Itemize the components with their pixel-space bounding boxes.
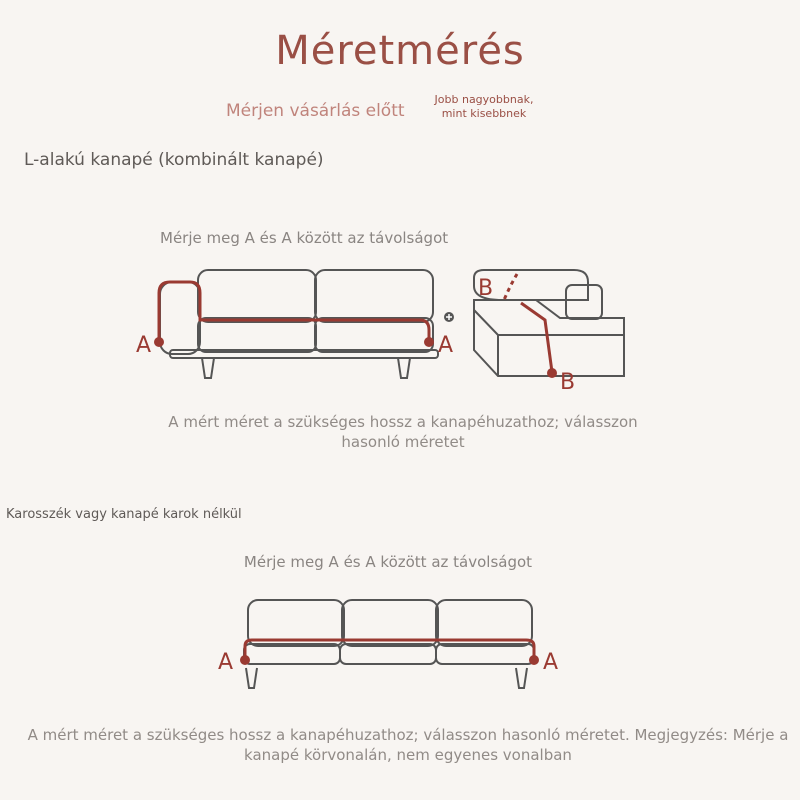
measure-point bbox=[529, 655, 539, 665]
measure-instruction-armless: Mérje meg A és A között az távolságot bbox=[243, 553, 533, 571]
measure-point bbox=[240, 655, 250, 665]
sofa-leg bbox=[398, 358, 410, 378]
sofa-leg bbox=[202, 358, 214, 378]
sofa-seat bbox=[198, 318, 316, 352]
label-a-left: A bbox=[218, 650, 234, 675]
label-a-right: A bbox=[543, 650, 559, 675]
measure-instruction-l-shaped: Mérje meg A és A között az távolságot bbox=[160, 229, 449, 247]
sofa-armrest bbox=[160, 282, 200, 354]
sofa-leg bbox=[516, 668, 527, 688]
measure-point bbox=[547, 368, 557, 378]
label-b-top: B bbox=[478, 276, 494, 301]
sofa-backrest bbox=[315, 270, 433, 322]
page-title: Méretmérés bbox=[275, 28, 525, 74]
label-b-bottom: B bbox=[560, 370, 576, 395]
page-subtitle: Mérjen vásárlás előtt bbox=[226, 101, 405, 121]
measure-point bbox=[424, 337, 434, 347]
section-heading-armless: Karosszék vagy kanapé karok nélkül bbox=[6, 507, 242, 522]
section-heading-l-shaped: L-alakú kanapé (kombinált kanapé) bbox=[24, 150, 324, 170]
sofa-seat bbox=[315, 318, 433, 352]
size-tip-note: Jobb nagyobbnak, mint kisebbnek bbox=[434, 93, 534, 120]
label-a-right: A bbox=[438, 333, 454, 358]
sofa-leg bbox=[246, 668, 257, 688]
result-note-l-shaped: A mért méret a szükséges hossz a kanapéhuzathoz; válasszon hasonló méretet bbox=[168, 413, 638, 451]
measurement-line-dashed bbox=[504, 274, 517, 300]
measure-point bbox=[154, 337, 164, 347]
label-a-left: A bbox=[136, 333, 152, 358]
result-note-armless: A mért méret a szükséges hossz a kanapéhuzathoz; válasszon hasonló méretet. Megjegyzés: Mérje a kanapé körvonalán, nem egyenes vonalban bbox=[27, 726, 789, 764]
sofa-backrest bbox=[198, 270, 316, 322]
measurement-line bbox=[521, 303, 552, 372]
chaise-armrest bbox=[566, 285, 602, 319]
